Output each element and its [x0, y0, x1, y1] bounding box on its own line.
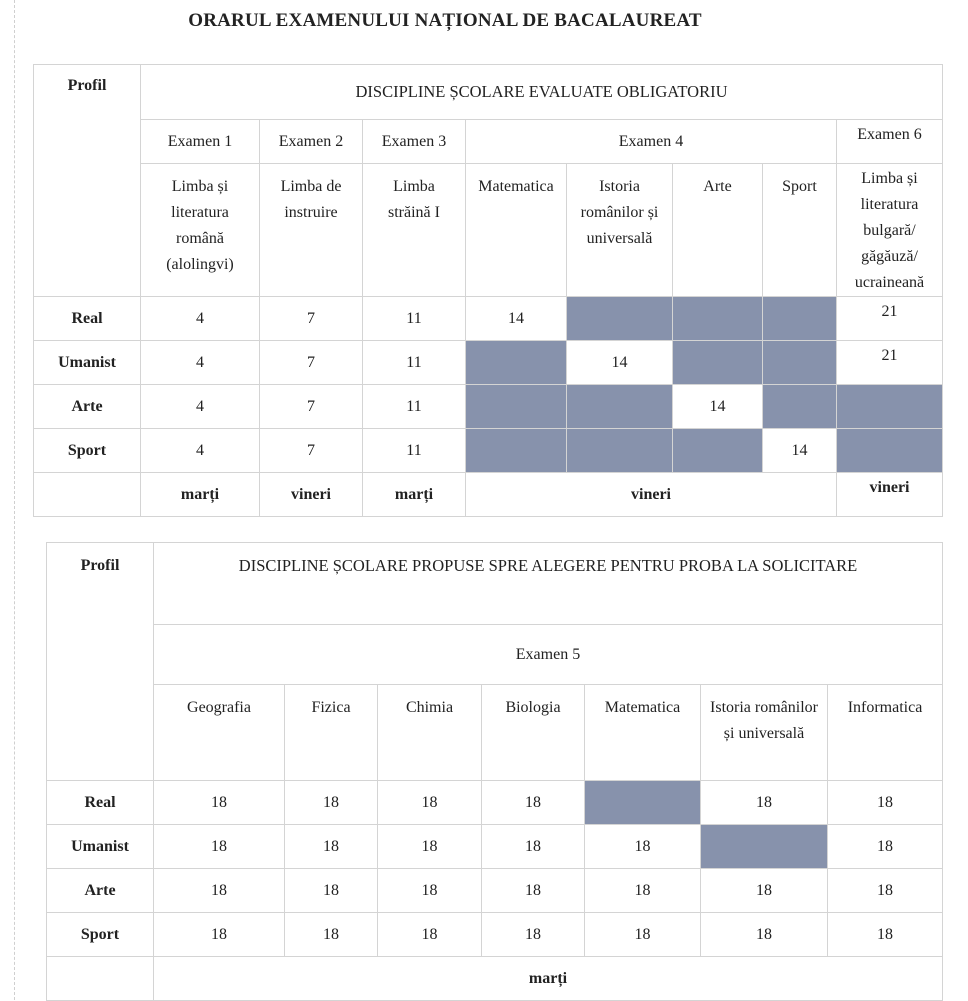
subject-header: Limba de instruire — [260, 164, 363, 297]
not-applicable-cell — [837, 385, 943, 429]
exam-day: vineri — [837, 473, 943, 517]
exam-date-cell: 11 — [363, 429, 466, 473]
exam-date-cell: 4 — [141, 385, 260, 429]
profile-label: Arte — [47, 869, 154, 913]
exam-date-cell: 18 — [154, 825, 285, 869]
exam-date-cell: 18 — [828, 825, 943, 869]
subject-header: Matematica — [585, 685, 701, 781]
exam-header: Examen 2 — [260, 120, 363, 164]
profile-label: Real — [47, 781, 154, 825]
exam-date-cell: 18 — [378, 825, 482, 869]
not-applicable-cell — [466, 341, 567, 385]
exam-day: marți — [154, 957, 943, 1001]
exam-day: vineri — [260, 473, 363, 517]
exam-date-cell: 7 — [260, 297, 363, 341]
subject-header: Matematica — [466, 164, 567, 297]
not-applicable-cell — [567, 297, 673, 341]
not-applicable-cell — [567, 429, 673, 473]
exam-date-cell: 18 — [378, 869, 482, 913]
subject-header: Limba străină I — [363, 164, 466, 297]
exam-date-cell: 18 — [154, 913, 285, 957]
exam-day: marți — [363, 473, 466, 517]
subject-header: Chimia — [378, 685, 482, 781]
subject-header: Limba și literatura română (alolingvi) — [141, 164, 260, 297]
profile-header: Profil — [34, 65, 141, 297]
exam-header: Examen 1 — [141, 120, 260, 164]
exam-date-cell: 18 — [828, 913, 943, 957]
not-applicable-cell — [466, 429, 567, 473]
exam-date-cell: 18 — [482, 825, 585, 869]
not-applicable-cell — [673, 429, 763, 473]
exam-date-cell: 7 — [260, 341, 363, 385]
days-row-blank — [34, 473, 141, 517]
subject-header: Fizica — [285, 685, 378, 781]
subject-header: Informatica — [828, 685, 943, 781]
not-applicable-cell — [585, 781, 701, 825]
not-applicable-cell — [673, 341, 763, 385]
not-applicable-cell — [763, 341, 837, 385]
table-row — [34, 429, 943, 473]
profile-label: Sport — [47, 913, 154, 957]
exam-date-cell: 21 — [837, 297, 943, 341]
table-row — [34, 385, 943, 429]
exam-date-cell: 21 — [837, 341, 943, 385]
exam-date-cell: 18 — [482, 869, 585, 913]
exam-date-cell: 7 — [260, 429, 363, 473]
not-applicable-cell — [701, 825, 828, 869]
not-applicable-cell — [673, 297, 763, 341]
not-applicable-cell — [837, 429, 943, 473]
table-row — [47, 781, 943, 825]
optional-exams-table — [46, 542, 943, 1001]
profile-label: Sport — [34, 429, 141, 473]
exam-date-cell: 14 — [763, 429, 837, 473]
subject-header: Limba și literatura bulgară/ găgăuză/ ucraineană — [837, 164, 943, 297]
table-row — [34, 341, 943, 385]
exam-header: Examen 3 — [363, 120, 466, 164]
exam-date-cell: 14 — [567, 341, 673, 385]
profile-header: Profil — [47, 543, 154, 781]
exam-date-cell: 4 — [141, 341, 260, 385]
exam-date-cell: 4 — [141, 297, 260, 341]
exam-date-cell: 11 — [363, 341, 466, 385]
profile-label: Real — [34, 297, 141, 341]
exam-date-cell: 18 — [378, 781, 482, 825]
subject-header: Istoria românilor și universală — [567, 164, 673, 297]
exam-date-cell: 14 — [673, 385, 763, 429]
exam-date-cell: 18 — [585, 825, 701, 869]
exam-date-cell: 18 — [585, 869, 701, 913]
exam-day: marți — [141, 473, 260, 517]
exam-header: Examen 4 — [466, 120, 837, 164]
mandatory-exams-table — [33, 64, 943, 517]
table-row — [47, 869, 943, 913]
exam-date-cell: 18 — [701, 781, 828, 825]
not-applicable-cell — [567, 385, 673, 429]
page-title: ORARUL EXAMENULUI NAȚIONAL DE BACALAUREAT — [188, 10, 702, 31]
exam-date-cell: 18 — [285, 825, 378, 869]
profile-label: Umanist — [34, 341, 141, 385]
mandatory-disciplines-header: DISCIPLINE ȘCOLARE EVALUATE OBLIGATORIU — [141, 65, 943, 120]
subject-header: Istoria românilor și universală — [701, 685, 828, 781]
table-row — [47, 913, 943, 957]
exam-date-cell: 11 — [363, 297, 466, 341]
exam-date-cell: 18 — [154, 781, 285, 825]
table-row — [47, 825, 943, 869]
subject-header: Sport — [763, 164, 837, 297]
subject-header: Arte — [673, 164, 763, 297]
exam-date-cell: 11 — [363, 385, 466, 429]
exam-date-cell: 18 — [285, 781, 378, 825]
days-row-blank — [47, 957, 154, 1001]
exam-header: Examen 6 — [837, 120, 943, 164]
exam-day: vineri — [466, 473, 837, 517]
profile-label: Umanist — [47, 825, 154, 869]
exam-date-cell: 14 — [466, 297, 567, 341]
exam-date-cell: 18 — [701, 913, 828, 957]
exam-date-cell: 18 — [585, 913, 701, 957]
exam-header: Examen 5 — [154, 625, 943, 685]
exam-date-cell: 18 — [482, 913, 585, 957]
exam-date-cell: 18 — [701, 869, 828, 913]
exam-date-cell: 4 — [141, 429, 260, 473]
not-applicable-cell — [466, 385, 567, 429]
table-row — [34, 297, 943, 341]
exam-date-cell: 18 — [285, 913, 378, 957]
exam-date-cell: 18 — [378, 913, 482, 957]
exam-date-cell: 7 — [260, 385, 363, 429]
profile-label: Arte — [34, 385, 141, 429]
optional-disciplines-header: DISCIPLINE ȘCOLARE PROPUSE SPRE ALEGERE PENTRU PROBA LA SOLICITARE — [154, 543, 943, 625]
exam-date-cell: 18 — [828, 869, 943, 913]
exam-date-cell: 18 — [482, 781, 585, 825]
exam-date-cell: 18 — [285, 869, 378, 913]
subject-header: Geografia — [154, 685, 285, 781]
exam-date-cell: 18 — [828, 781, 943, 825]
not-applicable-cell — [763, 297, 837, 341]
exam-date-cell: 18 — [154, 869, 285, 913]
not-applicable-cell — [763, 385, 837, 429]
subject-header: Biologia — [482, 685, 585, 781]
page-edge-dashed-line — [14, 0, 15, 1000]
